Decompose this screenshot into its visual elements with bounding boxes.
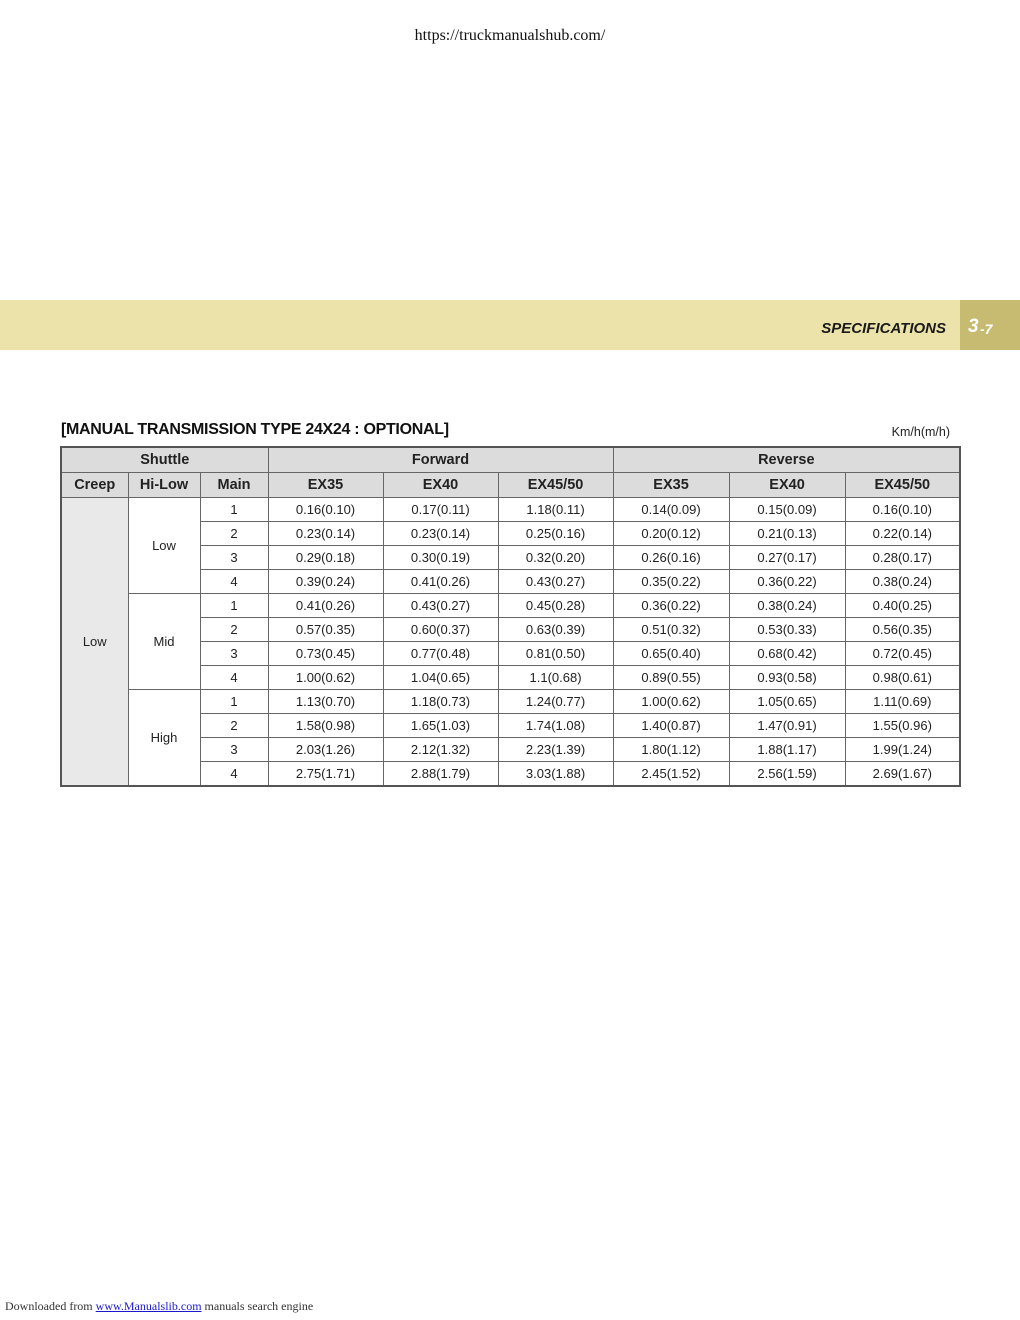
speed-cell: 0.16(0.10) — [845, 498, 960, 522]
speed-cell: 0.25(0.16) — [498, 522, 613, 546]
speed-cell: 1.04(0.65) — [383, 666, 498, 690]
speed-cell: 0.39(0.24) — [268, 570, 383, 594]
speed-cell: 0.77(0.48) — [383, 642, 498, 666]
main-gear-cell: 3 — [200, 546, 268, 570]
main-gear-cell: 4 — [200, 570, 268, 594]
download-footer — [5, 1299, 313, 1314]
table-row — [61, 498, 960, 522]
speed-cell: 1.00(0.62) — [613, 690, 729, 714]
speed-cell: 1.88(1.17) — [729, 738, 845, 762]
speed-cell: 0.40(0.25) — [845, 594, 960, 618]
creep-cell: Low — [61, 498, 128, 787]
speed-cell: 0.93(0.58) — [729, 666, 845, 690]
speed-cell: 0.98(0.61) — [845, 666, 960, 690]
speed-cell: 0.72(0.45) — [845, 642, 960, 666]
speed-cell: 0.26(0.16) — [613, 546, 729, 570]
speed-cell: 0.36(0.22) — [729, 570, 845, 594]
speed-cell: 0.53(0.33) — [729, 618, 845, 642]
speed-cell: 2.03(1.26) — [268, 738, 383, 762]
speed-cell: 2.75(1.71) — [268, 762, 383, 787]
speed-cell: 1.11(0.69) — [845, 690, 960, 714]
speed-cell: 0.32(0.20) — [498, 546, 613, 570]
speed-cell: 1.58(0.98) — [268, 714, 383, 738]
speed-cell: 0.56(0.35) — [845, 618, 960, 642]
speed-cell: 1.1(0.68) — [498, 666, 613, 690]
main-gear-cell: 4 — [200, 762, 268, 787]
main-gear-cell: 1 — [200, 594, 268, 618]
section-title: SPECIFICATIONS — [821, 320, 946, 337]
column-header-row — [61, 473, 960, 498]
manualslib-link[interactable]: www.Manualslib.com — [95, 1299, 202, 1313]
speed-cell: 0.14(0.09) — [613, 498, 729, 522]
footer-prefix: Downloaded from — [5, 1299, 93, 1313]
group-header-row — [61, 447, 960, 473]
table-title: [MANUAL TRANSMISSION TYPE 24X24 : OPTIONAL] — [61, 421, 449, 438]
main-gear-cell: 3 — [200, 642, 268, 666]
speed-cell: 0.38(0.24) — [845, 570, 960, 594]
column-header: Creep — [61, 473, 128, 498]
speed-cell: 0.43(0.27) — [383, 594, 498, 618]
table-body — [61, 498, 960, 787]
speed-cell: 1.00(0.62) — [268, 666, 383, 690]
column-header: EX40 — [729, 473, 845, 498]
main-gear-cell: 3 — [200, 738, 268, 762]
speed-cell: 0.68(0.42) — [729, 642, 845, 666]
units-label: Km/h(m/h) — [891, 425, 950, 439]
column-header: EX35 — [613, 473, 729, 498]
speed-cell: 0.63(0.39) — [498, 618, 613, 642]
chapter-number: 3 — [968, 316, 979, 337]
speed-cell: 1.40(0.87) — [613, 714, 729, 738]
speed-cell: 0.45(0.28) — [498, 594, 613, 618]
speed-cell: 0.43(0.27) — [498, 570, 613, 594]
reverse-header: Reverse — [613, 447, 960, 473]
transmission-speed-table — [60, 446, 961, 787]
source-url: https://truckmanualshub.com/ — [414, 27, 606, 44]
speed-cell: 2.45(1.52) — [613, 762, 729, 787]
main-gear-cell: 1 — [200, 498, 268, 522]
column-header: Main — [200, 473, 268, 498]
main-gear-cell: 2 — [200, 618, 268, 642]
speed-cell: 1.24(0.77) — [498, 690, 613, 714]
speed-cell: 0.17(0.11) — [383, 498, 498, 522]
speed-cell: 1.18(0.73) — [383, 690, 498, 714]
speed-cell: 1.74(1.08) — [498, 714, 613, 738]
speed-cell: 0.28(0.17) — [845, 546, 960, 570]
section-header-band — [0, 300, 960, 350]
speed-cell: 2.69(1.67) — [845, 762, 960, 787]
speed-cell: 0.21(0.13) — [729, 522, 845, 546]
column-header: EX45/50 — [845, 473, 960, 498]
speed-cell: 2.88(1.79) — [383, 762, 498, 787]
speed-cell: 0.36(0.22) — [613, 594, 729, 618]
speed-cell: 1.55(0.96) — [845, 714, 960, 738]
main-gear-cell: 2 — [200, 522, 268, 546]
speed-cell: 0.60(0.37) — [383, 618, 498, 642]
column-header: EX35 — [268, 473, 383, 498]
main-gear-cell: 2 — [200, 714, 268, 738]
speed-cell: 0.27(0.17) — [729, 546, 845, 570]
speed-cell: 0.22(0.14) — [845, 522, 960, 546]
shuttle-header: Shuttle — [61, 447, 268, 473]
column-header: EX40 — [383, 473, 498, 498]
speed-cell: 3.03(1.88) — [498, 762, 613, 787]
column-header: EX45/50 — [498, 473, 613, 498]
main-gear-cell: 4 — [200, 666, 268, 690]
speed-cell: 1.13(0.70) — [268, 690, 383, 714]
speed-cell: 0.23(0.14) — [383, 522, 498, 546]
speed-cell: 1.99(1.24) — [845, 738, 960, 762]
hilow-cell: High — [128, 690, 200, 787]
speed-cell: 0.73(0.45) — [268, 642, 383, 666]
forward-header: Forward — [268, 447, 613, 473]
speed-cell: 1.05(0.65) — [729, 690, 845, 714]
speed-cell: 0.29(0.18) — [268, 546, 383, 570]
main-gear-cell: 1 — [200, 690, 268, 714]
speed-cell: 0.15(0.09) — [729, 498, 845, 522]
page-number: -7 — [980, 321, 993, 337]
speed-cell: 1.65(1.03) — [383, 714, 498, 738]
speed-cell: 1.18(0.11) — [498, 498, 613, 522]
speed-cell: 0.20(0.12) — [613, 522, 729, 546]
speed-cell: 1.80(1.12) — [613, 738, 729, 762]
speed-cell: 0.16(0.10) — [268, 498, 383, 522]
speed-cell: 2.23(1.39) — [498, 738, 613, 762]
table-row — [61, 594, 960, 618]
page-number-box — [960, 300, 1020, 350]
speed-cell: 0.30(0.19) — [383, 546, 498, 570]
speed-cell: 0.41(0.26) — [268, 594, 383, 618]
speed-cell: 0.57(0.35) — [268, 618, 383, 642]
hilow-cell: Low — [128, 498, 200, 594]
speed-cell: 0.81(0.50) — [498, 642, 613, 666]
column-header: Hi-Low — [128, 473, 200, 498]
speed-cell: 2.12(1.32) — [383, 738, 498, 762]
table-row — [61, 690, 960, 714]
speed-cell: 0.38(0.24) — [729, 594, 845, 618]
speed-cell: 2.56(1.59) — [729, 762, 845, 787]
speed-cell: 0.23(0.14) — [268, 522, 383, 546]
speed-cell: 0.41(0.26) — [383, 570, 498, 594]
speed-cell: 0.89(0.55) — [613, 666, 729, 690]
speed-cell: 1.47(0.91) — [729, 714, 845, 738]
hilow-cell: Mid — [128, 594, 200, 690]
footer-suffix: manuals search engine — [204, 1299, 314, 1313]
speed-cell: 0.35(0.22) — [613, 570, 729, 594]
speed-cell: 0.65(0.40) — [613, 642, 729, 666]
speed-cell: 0.51(0.32) — [613, 618, 729, 642]
